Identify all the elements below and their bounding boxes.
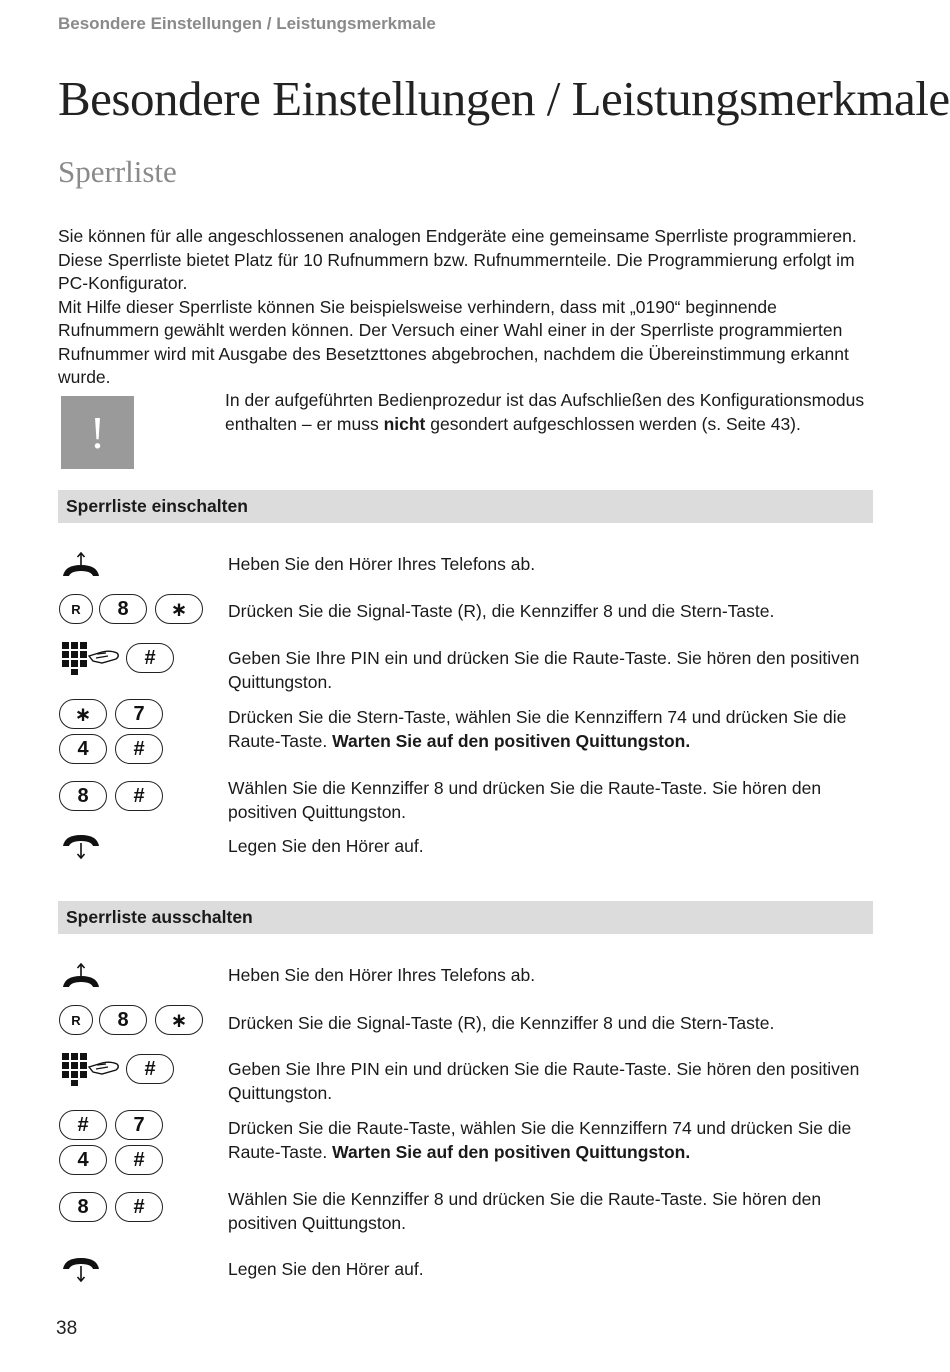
disable-step-4: Drücken Sie die Raute-Taste, wählen Sie die Kennziffern 74 und drücken Sie die Raute-Taste. Warten Sie auf den positiven Quittungston. (228, 1118, 852, 1162)
section-title: Sperrliste (58, 154, 177, 189)
key-star: ∗ (59, 699, 107, 729)
disable-step-6: Legen Sie den Hörer auf. (228, 1259, 424, 1279)
key-hash: # (126, 1054, 174, 1084)
disable-step-1: Heben Sie den Hörer Ihres Telefons ab. (228, 965, 536, 985)
enable-step-6: Legen Sie den Hörer auf. (228, 836, 424, 856)
key-r: R (59, 1005, 93, 1035)
key-hash: # (115, 781, 163, 811)
handset-lift-icon (60, 963, 102, 991)
key-hash: # (115, 734, 163, 764)
disable-heading: Sperrliste ausschalten (58, 901, 873, 934)
key-4: 4 (59, 1145, 107, 1175)
key-hash: # (115, 1145, 163, 1175)
key-7: 7 (115, 699, 163, 729)
key-star: ∗ (155, 1005, 203, 1035)
key-8: 8 (59, 1192, 107, 1222)
exclamation-icon: ! (61, 396, 134, 469)
enable-step-3: Geben Sie Ihre PIN ein und drücken Sie die Raute-Taste. Sie hören den positiven Quittungston. (228, 648, 860, 692)
intro-text (58, 225, 878, 390)
key-8: 8 (99, 1005, 147, 1035)
key-hash: # (59, 1110, 107, 1140)
keypad-pin-icon (60, 640, 122, 676)
handset-hangup-icon (60, 1256, 102, 1284)
enable-heading: Sperrliste einschalten (58, 490, 873, 523)
intro-paragraph-2: Mit Hilfe dieser Sperrliste können Sie beispielsweise verhindern, dass mit „0190“ beginnende Rufnummern gewählt werden können. Der Versuch einer Wahl einer in der Sperrliste programmierten Rufnummer wird mit Ausgabe des Besetzttones abgebrochen, nachdem die Übereinstimmung erkannt wurde. (58, 296, 849, 387)
running-head: Besondere Einstellungen / Leistungsmerkmale (58, 14, 436, 33)
keypad-pin-icon (60, 1051, 122, 1087)
intro-paragraph-1: Sie können für alle angeschlossenen analogen Endgeräte eine gemeinsame Sperrliste programmieren. Diese Sperrliste bietet Platz für 10 Rufnummern bzw. Rufnummernteile. Die Programmierung erfolgt im PC-Konfigurator. (58, 226, 857, 293)
page-title: Besondere Einstellungen / Leistungsmerkmale (58, 71, 950, 126)
page-number: 38 (56, 1318, 78, 1339)
handset-lift-icon (60, 552, 102, 580)
handset-hangup-icon (60, 833, 102, 861)
disable-step-2: Drücken Sie die Signal-Taste (R), die Kennziffer 8 und die Stern-Taste. (228, 1013, 775, 1033)
enable-step-4: Drücken Sie die Stern-Taste, wählen Sie die Kennziffern 74 und drücken Sie die Raute-Taste. Warten Sie auf den positiven Quittungston. (228, 707, 847, 751)
disable-step-5: Wählen Sie die Kennziffer 8 und drücken Sie die Raute-Taste. Sie hören den positiven Quittungston. (228, 1189, 822, 1233)
key-r: R (59, 594, 93, 624)
key-hash: # (126, 643, 174, 673)
key-8: 8 (99, 594, 147, 624)
key-hash: # (115, 1192, 163, 1222)
key-star: ∗ (155, 594, 203, 624)
key-7: 7 (115, 1110, 163, 1140)
disable-step-3: Geben Sie Ihre PIN ein und drücken Sie die Raute-Taste. Sie hören den positiven Quittungston. (228, 1059, 860, 1103)
enable-step-2: Drücken Sie die Signal-Taste (R), die Kennziffer 8 und die Stern-Taste. (228, 601, 775, 621)
notice-text: In der aufgeführten Bedienprozedur ist das Aufschließen des Konfigurationsmodus enthalten – er muss nicht gesondert aufgeschlossen werden (s. Seite 43). (225, 390, 865, 434)
key-4: 4 (59, 734, 107, 764)
enable-step-1: Heben Sie den Hörer Ihres Telefons ab. (228, 554, 536, 574)
key-8: 8 (59, 781, 107, 811)
enable-step-5: Wählen Sie die Kennziffer 8 und drücken Sie die Raute-Taste. Sie hören den positiven Quittungston. (228, 778, 822, 822)
